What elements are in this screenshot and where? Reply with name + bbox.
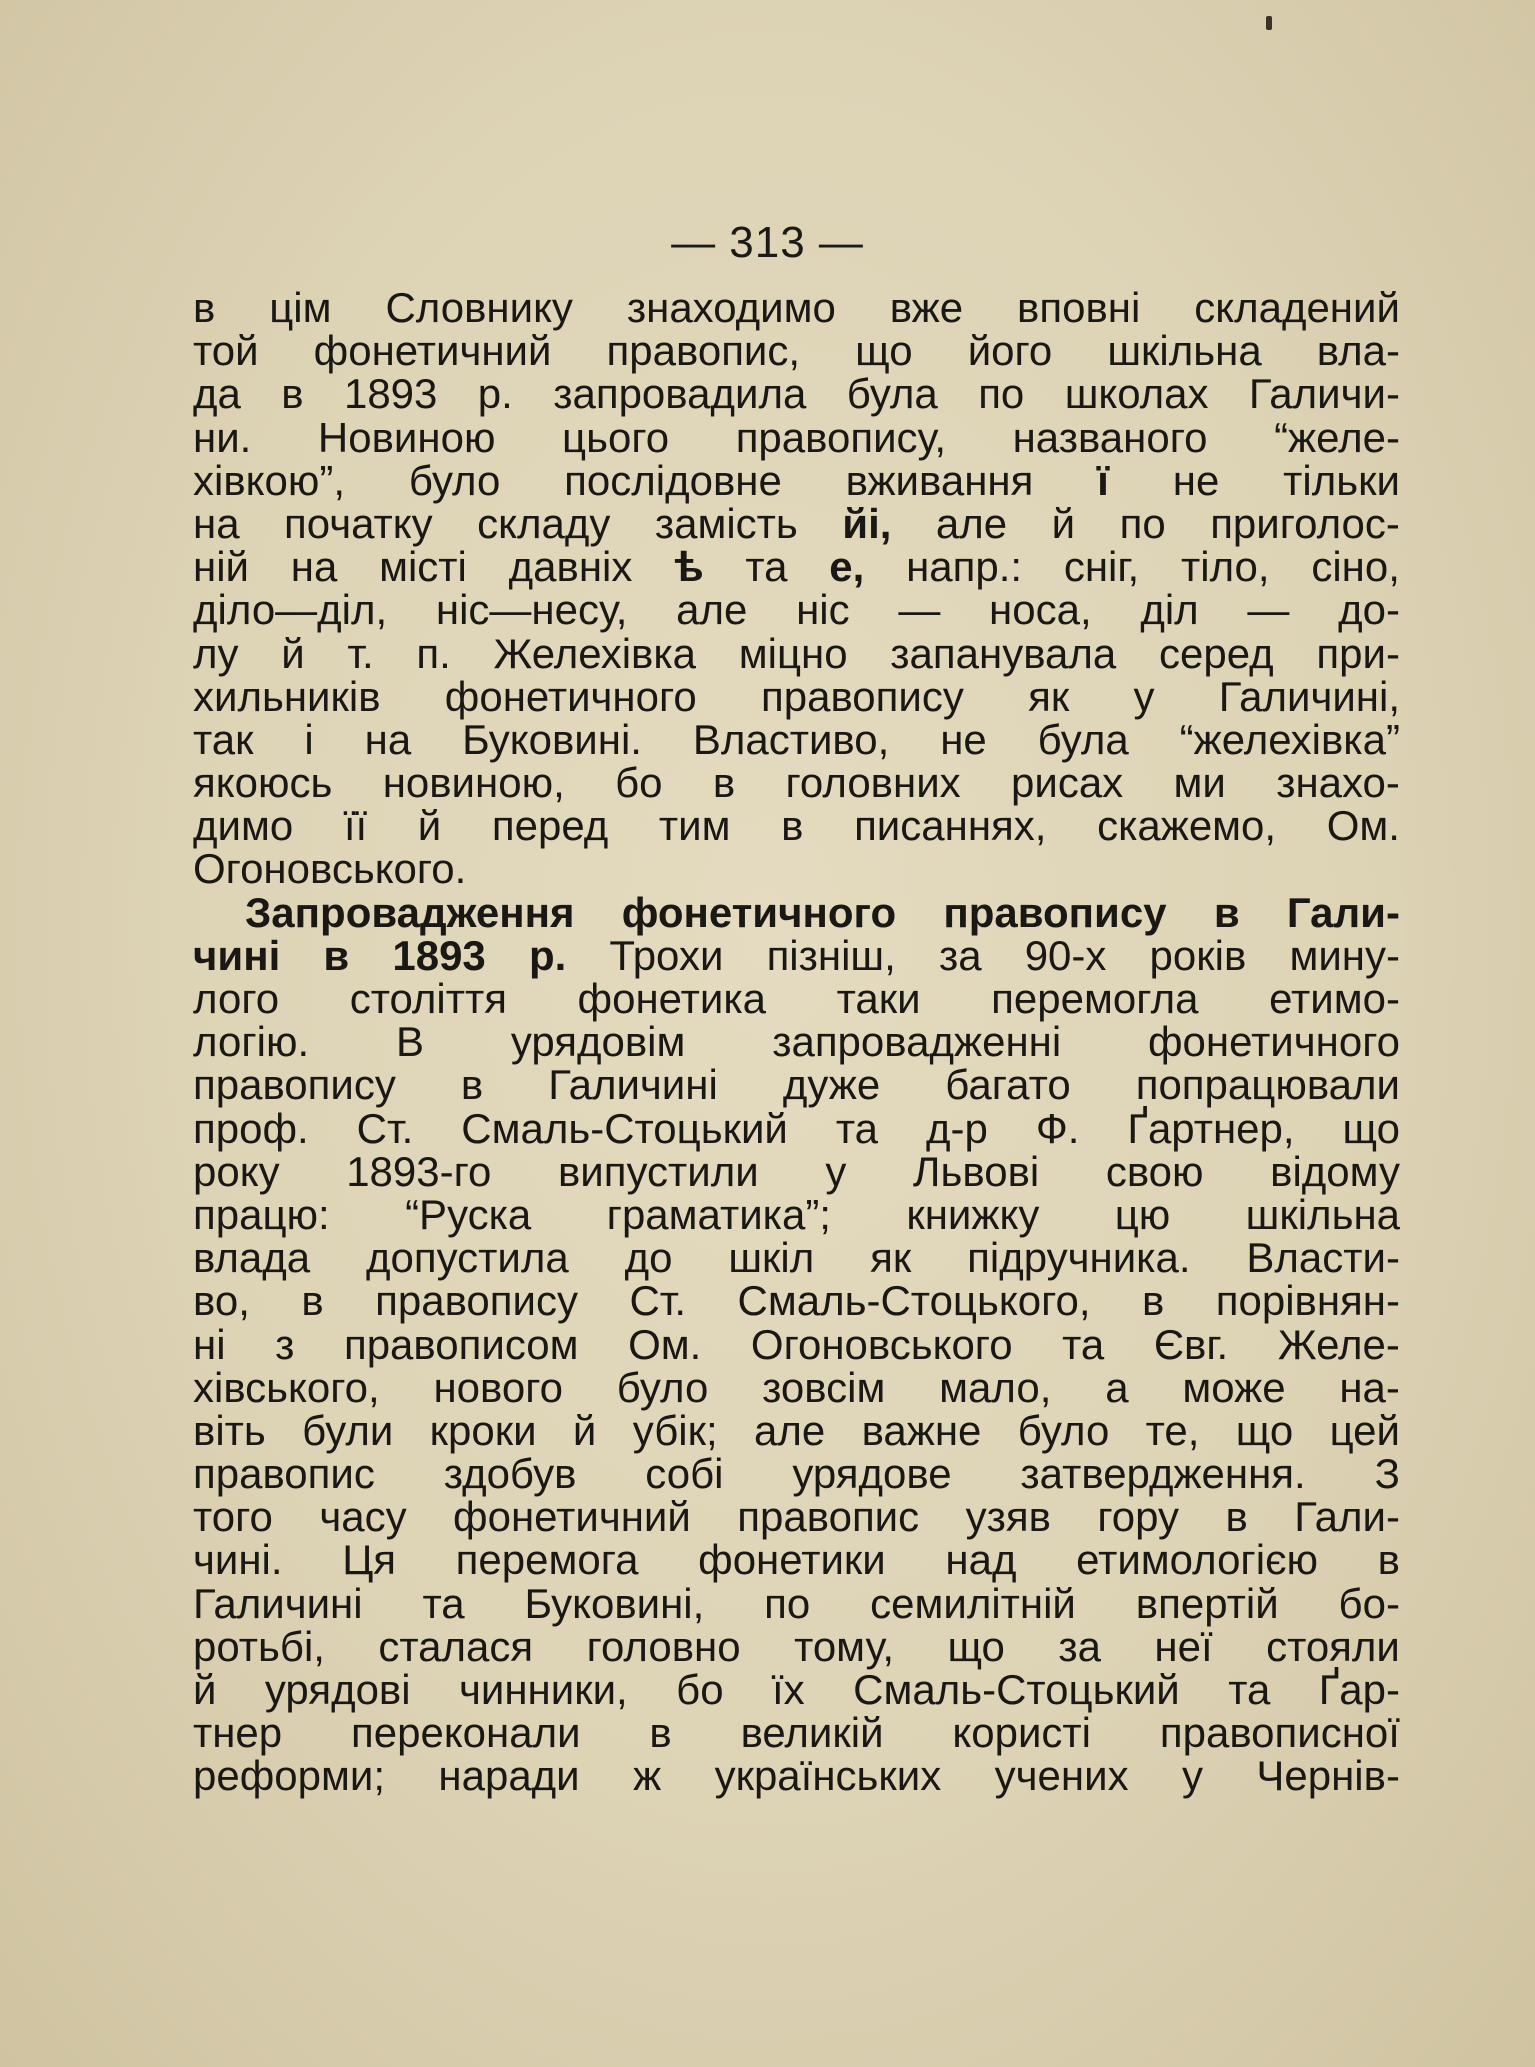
word: урядовім [510,1018,686,1066]
word: що [947,1622,1005,1670]
word: чині. [193,1536,283,1584]
text-line [193,1147,1400,1195]
word: правописної [1159,1709,1400,1757]
word: ї [1097,456,1109,504]
word: 1893-го [346,1147,492,1195]
text-line [193,286,1400,329]
word: — [1247,586,1290,634]
word: випустили [557,1147,759,1195]
text-line [193,543,1400,591]
word: років [1149,931,1247,979]
word: ж [633,1752,662,1800]
word: граматика”; [606,1190,831,1238]
word: в [712,759,736,807]
word: правописом [343,1320,579,1368]
word: Огоновського [750,1320,1013,1368]
word: правопису [761,672,964,720]
word: тим [658,802,731,850]
word: та [835,1104,878,1152]
word: правопису [943,888,1167,936]
word: узяв [965,1493,1051,1541]
word: й [572,1406,597,1454]
word: знаходимо [626,284,836,331]
word: та [1062,1320,1105,1368]
word: Буковині. [462,715,642,763]
text-line [193,1450,1400,1498]
word: в [1377,1536,1400,1584]
word: Ґар- [1318,1666,1400,1713]
word: 1893 [392,931,486,979]
word: той [193,327,259,375]
word: що [855,327,913,375]
word: правопис [737,1493,920,1541]
text-line [193,1234,1400,1282]
word: правопис, [606,327,801,375]
word: Львові [912,1147,1040,1195]
text-line [193,715,1400,763]
word: і [304,715,314,763]
word: так [193,715,254,763]
word: в [1141,1277,1165,1325]
word: наради [438,1752,580,1800]
word: Галичи- [1248,370,1400,418]
word: до [624,1234,673,1282]
word: й [193,1666,217,1713]
word: й [281,629,305,677]
word: Ом. [628,1320,702,1368]
word: бо [676,1666,724,1713]
word: Запровадження [245,888,575,936]
word: йі, [842,499,892,547]
word: правопису, [735,413,947,461]
text-line [193,1536,1400,1584]
word: 1893 [343,370,438,418]
text-line [193,586,1400,634]
word: у [825,1147,847,1195]
word: головно [586,1622,741,1670]
text-line [193,888,1400,936]
word: попрацювали [1135,1061,1400,1109]
text-line [193,672,1400,720]
word: Словнику [385,284,573,331]
word: Желехівка [493,629,697,677]
word: діл [1140,586,1199,634]
word: того [193,1493,273,1541]
word: п. [416,629,451,677]
word: Смаль-Стоцького, [737,1277,1091,1325]
word: було [408,456,501,504]
word: як [1028,672,1070,720]
ink-speck [1266,16,1272,30]
word: Гали- [1294,1493,1400,1541]
text-line [193,1709,1400,1757]
word: часу [319,1493,407,1541]
word: Галичині [548,1061,718,1109]
word: влада [193,1234,311,1282]
word: в [281,370,304,418]
word: було [616,1363,709,1411]
word: ѣ [674,543,704,591]
word: новиною, [382,759,565,807]
word: названого [1012,413,1208,461]
word: Ст. [356,1104,414,1152]
body-text [193,286,1400,1798]
word: за [1058,1622,1101,1670]
word: було [1017,1406,1110,1454]
word: шкільна [1107,327,1262,375]
word: та [422,1579,465,1627]
word: вла- [1316,327,1400,375]
word: бо- [1338,1579,1400,1627]
word: працю: [193,1190,330,1238]
word: були [302,1406,394,1454]
text-line [193,931,1400,979]
word: хильників [193,672,381,720]
word: напр.: [906,543,1023,591]
word: складений [1194,284,1400,331]
word: місті [379,543,467,591]
text-line [193,499,1400,547]
text-line [193,759,1400,807]
word: їх [772,1666,805,1713]
word: р. [528,931,567,979]
word: серед [1158,629,1274,677]
word: логію. [193,1018,310,1066]
word: Ґартнер, [1127,1104,1295,1152]
text-line [193,1277,1400,1325]
word: В [395,1018,424,1066]
word: писаннях, [854,802,1047,850]
text-line [193,1018,1400,1066]
word: вже [889,284,964,331]
word: книжку [906,1190,1040,1238]
word: його [967,327,1053,375]
word: в [1213,888,1240,936]
text-line [193,1752,1400,1800]
word: фонетичний [453,1493,691,1541]
word: З [1374,1450,1400,1498]
text-line [193,1622,1400,1670]
word: в [649,1709,672,1757]
word: Властиво, [692,715,890,763]
word: етимо- [1269,975,1400,1022]
text-line [193,327,1400,375]
word: та [1228,1666,1271,1713]
word: на [364,715,412,763]
word: проф. [193,1104,309,1152]
word: р. [477,370,513,418]
word: Галичині [193,1579,363,1627]
word: року [193,1147,280,1195]
text-line [193,1320,1400,1368]
word: порівнян- [1215,1277,1400,1325]
word: по [978,370,1025,418]
text-line [193,456,1400,504]
word: Ом. [1326,802,1400,850]
word: Євг. [1153,1320,1229,1368]
word: в [1225,1493,1248,1541]
word: у [1181,1752,1203,1800]
word: ротьбі, [193,1622,325,1670]
word: гору [1097,1493,1180,1541]
text-line [193,1579,1400,1627]
word: кроки [429,1406,537,1454]
word: стояли [1266,1622,1400,1670]
word: скажемо, [1097,802,1277,850]
word: запанувала [890,629,1117,677]
word: учених [994,1752,1129,1800]
word: замість [654,499,798,547]
word: в [323,931,350,979]
word: але [935,499,1008,547]
word: д-р [925,1104,988,1152]
word: віть [193,1406,266,1454]
word: запровадженні [772,1018,1062,1066]
word: впертій [1135,1579,1279,1627]
word: фонетики [698,1536,886,1584]
word: підручника. [967,1234,1191,1282]
word: Ф. [1035,1104,1080,1152]
word: переконали [351,1709,581,1757]
word: урядові [264,1666,411,1713]
word: Чернів- [1256,1752,1400,1800]
word: фонетика [577,975,766,1022]
word: дуже [782,1061,881,1109]
word: убік; [632,1406,718,1454]
word: правопису [193,1061,396,1109]
word: на- [1339,1363,1400,1411]
word: перемогла [991,975,1199,1022]
word: Трохи [609,931,724,979]
text-line [193,977,1400,1020]
word: початку [284,499,433,547]
word: пізніш, [766,931,896,979]
word: шкільна [1245,1190,1400,1238]
word: “желе- [1274,413,1400,461]
page-number: — 313 — [671,218,864,267]
text-line [193,1104,1400,1152]
word: цю [1114,1190,1171,1238]
word: міцно [738,629,848,677]
word: бо [615,759,663,807]
word: тнер [193,1709,283,1757]
word: лого [193,975,280,1022]
word: свою [1105,1147,1204,1195]
text-line [193,1406,1400,1454]
word: урядове [792,1450,952,1498]
text-line [193,1190,1400,1238]
word: мину- [1289,931,1400,979]
word: не [1172,456,1220,504]
word: відому [1270,1147,1400,1195]
word: до- [1338,586,1400,634]
word: у [1133,672,1155,720]
word: рисах [1011,759,1124,807]
word: Новиною [317,413,496,461]
word: лу [193,629,239,677]
word: Ця [342,1536,397,1584]
word: димо [193,802,294,850]
word: була [1037,715,1129,763]
text-line [193,802,1400,850]
word: якоюсь [193,759,333,807]
word: ни. [193,413,252,461]
word: допустила [365,1234,569,1282]
word: що [1342,1104,1400,1152]
word: може [1182,1363,1286,1411]
word: перемога [455,1536,639,1584]
word: вживання [845,456,1034,504]
word: ніс—несу, [435,586,628,634]
word: фонетичний [313,327,552,375]
word: Буковині, [524,1579,705,1627]
text-line [193,1363,1400,1411]
word: затвердження. [1020,1450,1306,1498]
word: ній [193,543,249,591]
word: Гали- [1286,888,1400,936]
word: Желе- [1277,1320,1400,1368]
word: в [460,1061,484,1109]
word: цім [269,284,332,331]
word: во, [193,1277,250,1325]
text-line [193,413,1400,461]
word: хівкою”, [193,456,346,504]
word: семилітній [870,1579,1076,1627]
word: Ст. [629,1277,687,1325]
word: була [846,370,938,418]
word: на [290,543,338,591]
word: що [1235,1406,1294,1454]
text-line [193,845,1400,893]
word: чині [193,931,281,979]
word: користі [952,1709,1091,1757]
word: тіло, [1181,543,1270,591]
word: за [938,931,982,979]
word: в [301,1277,324,1325]
word: важне [861,1406,982,1454]
word: е, [829,543,865,591]
word: ні [193,1320,226,1368]
word: “желехівка” [1179,715,1400,763]
word: зовсім [762,1363,886,1411]
word: не [940,715,987,763]
word: ніс [796,586,850,634]
word: а [1105,1363,1129,1411]
word: неї [1154,1622,1213,1670]
word: реформи; [193,1752,385,1800]
text-line [193,629,1400,677]
word: мало, [939,1363,1052,1411]
word: Галичині, [1218,672,1400,720]
word: фонетичного [1148,1018,1400,1066]
word: цей [1329,1406,1400,1454]
word: Смаль-Стоцький [853,1666,1180,1713]
word: фонетичного [444,672,697,720]
word: Власти- [1246,1234,1400,1282]
word: “Руска [405,1190,532,1238]
word: сталася [378,1622,534,1670]
word: давніх [508,543,633,591]
word: тому, [794,1622,894,1670]
word: головних [785,759,961,807]
word: — [898,586,941,634]
word: перед [491,802,609,850]
word: собі [645,1450,724,1498]
word: школах [1064,370,1209,418]
word: етимологією [1076,1536,1319,1584]
word: нового [433,1363,563,1411]
text-line [193,1668,1400,1711]
word: в [193,284,216,331]
word: шкіл [728,1234,815,1282]
word: й [417,802,442,850]
word: те, [1145,1406,1200,1454]
word: при- [1316,629,1400,677]
word: вповні [1017,284,1141,331]
word: й [1051,499,1076,547]
word: Огоновського. [193,845,467,893]
word: на [193,499,240,547]
word: але [753,1406,826,1454]
word: століття [349,975,507,1022]
word: багато [945,1061,1071,1109]
word: хівського, [193,1363,380,1411]
word: послідовне [564,456,782,504]
word: носа, [989,586,1092,634]
word: діло—діл, [193,586,388,634]
word: сніг, [1063,543,1140,591]
word: цього [562,413,670,461]
word: сіно, [1311,543,1400,591]
text-line [193,1061,1400,1109]
word: правопису [375,1277,578,1325]
word: як [870,1234,912,1282]
word: запровадила [553,370,807,418]
text-line [193,1493,1400,1541]
word: т. [347,629,374,677]
word: знахо- [1276,759,1400,807]
word: українських [714,1752,942,1800]
word: її [343,802,368,850]
word: правопис [193,1450,375,1498]
word: здобув [443,1450,577,1498]
word: по [764,1579,811,1627]
word: з [275,1320,295,1368]
word: 90-х [1024,931,1107,979]
word: да [193,370,241,418]
word: в [781,802,804,850]
word: ми [1173,759,1226,807]
word: по [1119,499,1166,547]
word: приголос- [1210,499,1400,547]
word: та [745,543,788,591]
word: чинники, [459,1666,628,1713]
word: тільки [1283,456,1400,504]
text-line [193,370,1400,418]
word: великій [740,1709,884,1757]
word: над [945,1536,1017,1584]
word: фонетичного [621,888,897,936]
word: таки [836,975,921,1022]
word: складу [477,499,611,547]
word: але [676,586,748,634]
word: Смаль-Стоцький [461,1104,788,1152]
